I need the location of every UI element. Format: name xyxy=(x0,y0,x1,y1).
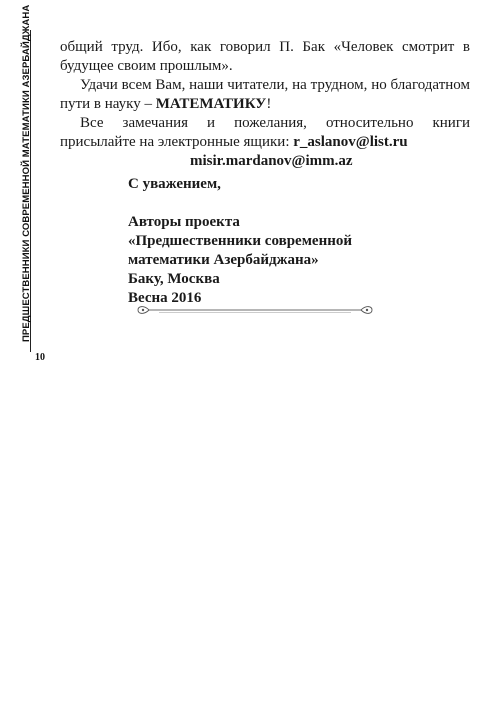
contacts-text: Все замечания и пожелания, относительно книги присылайте на электронные ящики: xyxy=(60,115,470,150)
signature-greeting: С уважением, xyxy=(128,176,221,192)
ornament-divider-icon xyxy=(135,303,375,317)
email-link-2[interactable]: misir.mardanov@imm.az xyxy=(190,153,353,169)
signature-project-line-1: «Предшественники современной xyxy=(128,233,352,249)
signature-block xyxy=(128,175,388,308)
signature-authors: Авторы проекта xyxy=(128,214,240,230)
body-text xyxy=(60,38,470,171)
wishes-end: ! xyxy=(266,96,272,112)
signature-date: Весна 2016 xyxy=(128,290,202,306)
email-link-1[interactable]: r_aslanov@list.ru xyxy=(293,134,408,150)
paragraph-contacts xyxy=(60,114,470,152)
wishes-text: Удачи всем Вам, наши читатели, на трудном, но благодатном пути в науку – xyxy=(60,77,470,112)
signature-project-line-2: математики Азербайджана» xyxy=(128,252,319,268)
running-header-vertical: ПРЕДШЕСТВЕННИКИ СОВРЕМЕННОЙ МАТЕМАТИКИ АЗЕРБАЙДЖАНА xyxy=(21,4,32,342)
signature-place: Баку, Москва xyxy=(128,271,220,287)
paragraph-quote: общий труд. Ибо, как говорил П. Бак «Человек смотрит в будущее своим прошлым». xyxy=(60,39,470,74)
page-number: 10 xyxy=(35,352,45,363)
wishes-emphasis: МАТЕМАТИКУ xyxy=(155,96,267,112)
paragraph-wishes xyxy=(60,76,470,114)
